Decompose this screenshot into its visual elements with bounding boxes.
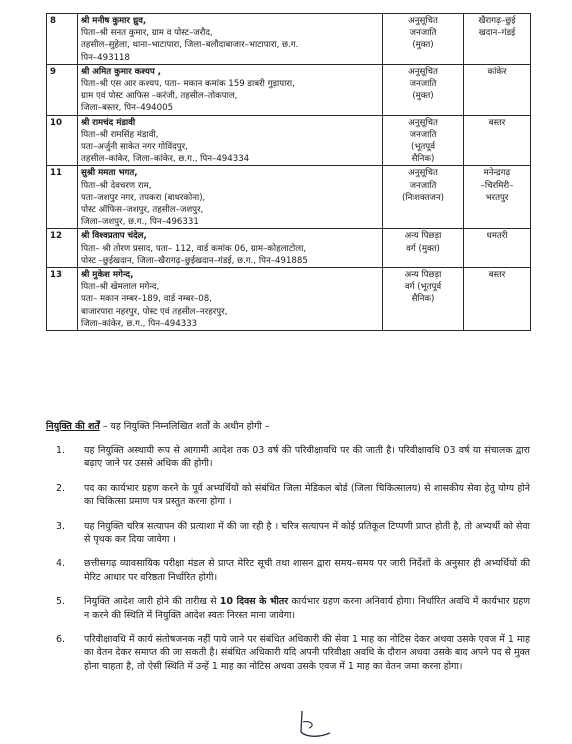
address-line: पता– मकान नम्बर–189, वार्ड नम्बर–08,: [81, 294, 212, 305]
appointee-details: [78, 115, 383, 166]
condition-number: 5.: [56, 596, 65, 608]
posting-district: [464, 166, 531, 229]
serial-number: 10: [47, 115, 78, 166]
reservation-category: [383, 268, 464, 331]
conditions-heading-label: नियुक्ति की शर्तें: [46, 421, 100, 432]
condition-text-part: छत्तीसगढ़ व्यावसायिक परीक्षा मंडल से प्राप्त मेरिट सूची तथा शासन द्वारा समय–समय पर जारी निर्देशों के अनुसार ही अभ्यर्थियों की मेरिट आधार पर वरिष्ठता निर्धारित होगी।: [84, 558, 530, 583]
address-line: पिन–493118: [81, 52, 130, 63]
posting-line: धमतरी: [486, 231, 508, 242]
address-line: पोस्ट –छुईखदान, जिला–खैरागढ़–छुईखदान–गंडई, छ.ग., पिन–491885: [81, 255, 308, 266]
appointee-row: [47, 64, 531, 115]
posting-line: बस्तर: [488, 117, 506, 128]
serial-number: 8: [47, 14, 78, 65]
appointment-conditions: [46, 419, 530, 684]
category-line: जनजाति: [409, 28, 437, 39]
appointee-row: [47, 166, 531, 229]
reservation-category: [383, 14, 464, 65]
reservation-category: [383, 166, 464, 229]
posting-line: –चिरमिरी–: [480, 180, 514, 191]
posting-district: [464, 14, 531, 65]
serial-number: 12: [47, 229, 78, 268]
condition-emphasis: 10 दिवस के भीतर: [219, 596, 289, 608]
posting-line: खैरागढ़–छुई: [478, 16, 516, 26]
condition-text: [84, 634, 530, 672]
category-line: सैनिक): [411, 294, 435, 305]
appointee-row: [47, 268, 531, 331]
category-line: अनुसूचित: [408, 66, 438, 77]
condition-text: [84, 596, 530, 620]
appointee-name: श्री मनीष कुमार ध्रुव,: [81, 16, 147, 26]
signature-icon: [292, 708, 340, 740]
category-line: वर्ग (मुक्त): [406, 243, 440, 254]
condition-item: [46, 633, 530, 673]
appointee-details: [78, 14, 383, 65]
condition-item: [46, 557, 530, 584]
address-line: पिता–श्री रामसिंह मंडावी,: [81, 129, 159, 140]
category-line: (भूतपूर्व: [411, 142, 435, 153]
category-line: अनुसूचित: [408, 117, 438, 128]
reservation-category: [383, 115, 464, 166]
posting-district: [464, 115, 531, 166]
condition-number: 4.: [56, 558, 65, 570]
serial-number: 11: [47, 166, 78, 229]
condition-text-part: परिवीक्षावधि में कार्य संतोषजनक नहीं पाये जाने पर संबंधित अधिकारी की सेवा 1 माह का नोटिस देकर अथवा उसके एवज में 1 माह का वेतन देकर समाप्त की जा सकती है। संबंधित अधिकारी यदि अपनी परिवीक्षा अवधि के दौरान अथवा उसके बाद अपने पद से मुक्त होना चाहता है, तो ऐसी स्थिति में उन्हें 1 माह का नोटिस अथवा उसके एवज में 1 माह का वेतन जमा करना होगा।: [84, 634, 530, 672]
address-line: बाजारपारा नहरपुर, पोस्ट एवं तहसील–नरहरपुर,: [81, 306, 228, 317]
address-line: पिता–श्री देवचरण राम,: [81, 180, 152, 191]
address-line: जिला–बस्तर, पिन–494005: [81, 103, 174, 114]
conditions-list: [46, 444, 530, 673]
appointee-name: श्री मुकेश मगेन्द,: [81, 270, 134, 281]
reservation-category: [383, 64, 464, 115]
category-line: जनजाति: [409, 79, 437, 90]
appointee-name: सुश्री ममता भगत,: [81, 168, 138, 179]
appointee-table: [46, 13, 531, 331]
appointee-name: श्री विश्वप्रताप चंदेल,: [81, 231, 147, 242]
address-line: पिता– श्री तोरण प्रसाद, पता– 112, वार्ड कमांक 06, ग्राम–कोहलाटोला,: [81, 243, 307, 254]
condition-number: 2.: [56, 482, 65, 494]
condition-item: [46, 520, 530, 547]
condition-item: [46, 444, 530, 471]
posting-district: [464, 64, 531, 115]
address-line: तहसील–कांकेर, जिला–कांकेर, छ.ग., पिन–494334: [81, 154, 250, 165]
condition-number: 1.: [56, 445, 65, 456]
condition-text: [84, 483, 530, 507]
posting-line: भरतपुर: [485, 192, 509, 203]
address-line: जिला–कांकेर, छ.ग., पिन–494333: [81, 318, 198, 329]
category-line: (मुक्त): [412, 40, 434, 51]
posting-district: [464, 229, 531, 268]
category-line: वर्ग (भूतपूर्व: [404, 282, 442, 293]
address-line: पता–अर्जुनी साकेत नगर गोविंदपुर,: [81, 142, 188, 153]
category-line: (निःशक्तजन): [402, 192, 444, 203]
appointee-details: [78, 229, 383, 268]
posting-line: बस्तर: [488, 270, 506, 281]
condition-item: [46, 482, 530, 509]
address-line: पता–जशपुर नगर, तपकरा (बाधरकोना),: [81, 192, 206, 203]
appointee-details: [78, 268, 383, 331]
condition-text-part: यह नियुक्ति चरित्र सत्यापन की प्रत्याशा में की जा रही है । चरित्र सत्यापन में कोई प्रतिकूल टिप्पणी प्राप्त होती है, तो अभ्यर्थी को सेवा से पृथक कर दिया जावेगा ।: [84, 520, 530, 546]
condition-text: [84, 445, 530, 469]
posting-line: कांकेर: [487, 66, 507, 77]
address-line: जिला–जशपुर, छ.ग., पिन–496331: [81, 217, 199, 228]
condition-text: [84, 558, 530, 582]
condition-number: 6.: [56, 634, 65, 646]
serial-number: 13: [47, 268, 78, 331]
address-line: ग्राम एवं पोस्ट आफिस –करंजी, तहसील–तोकपाल,: [81, 91, 238, 102]
condition-item: [46, 595, 530, 622]
appointee-row: [47, 14, 531, 65]
posting-line: खदान–गंडई: [478, 28, 516, 39]
category-line: अन्य पिछड़ा: [404, 231, 442, 242]
condition-text: [84, 521, 530, 545]
category-line: सैनिक): [411, 154, 435, 165]
category-line: अनुसूचित: [408, 168, 438, 179]
condition-text-part: नियुक्ति आदेश जारी होने की तारीख से: [84, 596, 220, 608]
address-line: पिता–श्री सनत कुमार, ग्राम व पोस्ट–जरौद,: [81, 28, 213, 39]
appointee-name: श्री रामचंद मंडावी: [81, 117, 136, 128]
address-line: पोस्ट ऑफिस–जशपुर, तहसील–जशपुर,: [81, 205, 204, 216]
category-line: जनजाति: [409, 129, 437, 140]
category-line: (मुक्त): [412, 91, 434, 102]
address-line: पिता–श्री एस आर कश्यप, पता– मकान कमांक 159 डाबरी गुड़ापारा,: [81, 79, 295, 90]
appointee-table-body: [47, 14, 531, 331]
condition-text-part: कार्यभार ग्रहण करना अनिवार्य होगा। निर्धारित अवधि में कार्यभार ग्रहण न करने की स्थिति में नियुक्ति आदेश स्वतः निरस्त माना जावेगा।: [84, 596, 530, 621]
appointee-name: श्री अमित कुमार कश्यप ,: [81, 66, 161, 77]
posting-district: [464, 268, 531, 331]
address-line: तहसील–सुहेला, थाना–भाटापारा, जिला–बलौदाबाजार–भाटापारा, छ.ग.: [81, 40, 299, 51]
appointee-details: [78, 166, 383, 229]
appointee-row: [47, 115, 531, 166]
category-line: अन्य पिछड़ा: [404, 270, 442, 281]
appointee-row: [47, 229, 531, 268]
conditions-heading-text: – यह नियुक्ति निम्नलिखित शर्तों के अधीन होगी –: [99, 421, 270, 432]
address-line: पिता–श्री खेमलाल मगेन्द,: [81, 282, 160, 293]
condition-number: 3.: [56, 520, 65, 532]
reservation-category: [383, 229, 464, 268]
category-line: जनजाति: [409, 180, 437, 191]
conditions-heading: [46, 419, 530, 432]
condition-text-part: यह नियुक्ति अस्थायी रूप से आगामी आदेश तक 03 वर्ष की परिवीक्षावधि पर की जाती है। परिवीक्षावधि 03 वर्ष या संचालक द्वारा बढ़ाए जाने पर उससे अधिक की होगी।: [84, 445, 530, 470]
serial-number: 9: [47, 64, 78, 115]
category-line: अनुसूचित: [408, 16, 438, 26]
condition-text-part: पद का कार्यभार ग्रहण करने के पूर्व अभ्यर्थियों को संबंधित जिला मेडिकल बोर्ड (जिला चिकित्सालय) से शासकीय सेवा हेतु योग्य होने का चिकित्सा प्रमाण पत्र प्रस्तुत करना होगा ।: [84, 482, 530, 508]
appointee-details: [78, 64, 383, 115]
posting-line: मनेन्द्रगढ़: [483, 168, 511, 179]
